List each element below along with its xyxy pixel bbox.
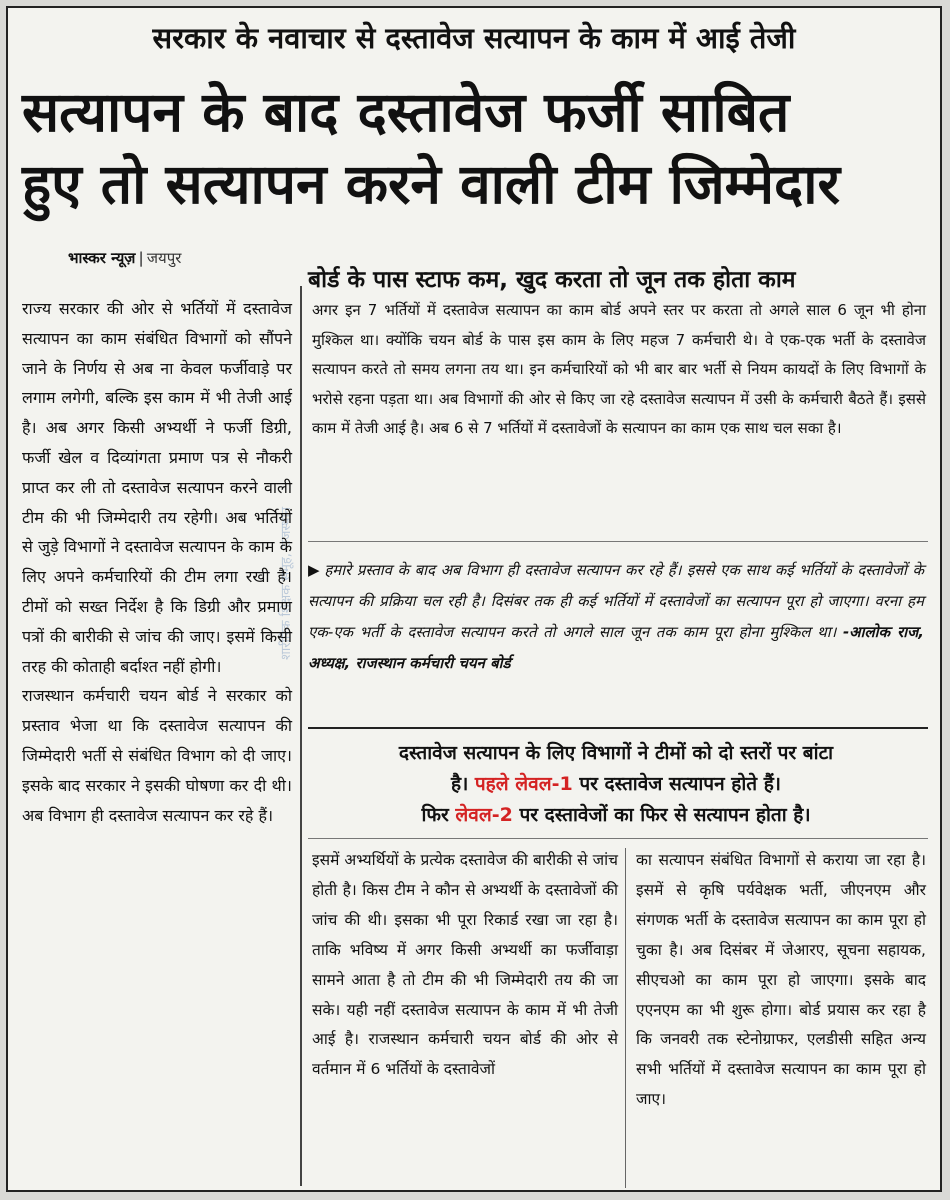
main-headline: [22, 76, 930, 220]
divider-before-box: [308, 727, 928, 729]
bottom-right-text: का सत्यापन संबंधित विभागों से कराया जा रहा है। इसमें से कृषि पर्यवेक्षक भर्ती, जीएनएम और संगणक भर्ती के दस्तावेज सत्यापन का काम पूरा हो चुका है। अब दिसंबर में जेआरए, सूचना सहायक, सीएचओ का काम पूरा हो जाएगा। इसके बाद एएनएम का भी शुरू होगा। बोर्ड प्रयास कर रहा है कि जनवरी तक स्टेनोग्राफर, एलडीसी सहित अन्य सभी भर्तियों में दस्तावेज सत्यापन का काम पूरा हो जाए।: [636, 851, 926, 1109]
bottom-right-column: [636, 846, 926, 1115]
top-right-paragraph: [312, 296, 926, 444]
column-divider-right: [625, 848, 626, 1188]
bottom-middle-text: इसमें अभ्यर्थियों के प्रत्येक दस्तावेज की बारीकी से जांच होती है। किस टीम ने कौन से अभ्यर्थी के दस्तावेजों की जांच की थी। इसका भी पूरा रिकार्ड रखा जा रहा है। ताकि भविष्य में अगर किसी अभ्यर्थी का फर्जीवाड़ा सामने आता है तो टीम की भी जिम्मेदारी तय की जा सके। यही नहीं दस्तावेज सत्यापन के काम में भी तेजी आई है। राजस्थान कर्मचारी चयन बोर्ड की ओर से वर्तमान में 6 भर्तियों के दस्तावेजों: [312, 851, 618, 1079]
subhead: बोर्ड के पास स्टाफ कम, खुद करता तो जून तक होता काम: [308, 267, 796, 293]
box-line-3: [308, 800, 924, 831]
byline-separator: |: [138, 249, 144, 267]
divider-after-box: [308, 838, 928, 839]
box-line-2-b: पर दस्तावेज सत्यापन होते हैं।: [572, 773, 781, 795]
left-paragraph-2: राजस्थान कर्मचारी चयन बोर्ड ने सरकार को प्रस्ताव भेजा था कि दस्तावेज सत्यापन की जिम्मेदारी भर्ती से संबंधित विभाग को दी जाए। इसके बाद सरकार ने इसकी घोषणा कर दी थी। अब विभाग ही दस्तावेज सत्यापन कर रहे हैं।: [22, 686, 292, 825]
kicker-headline: सरकार के नवाचार से दस्तावेज सत्यापन के काम में आई तेजी: [152, 21, 796, 55]
box-line-2-a: है।: [450, 773, 475, 795]
level-2-label: लेवल-2: [455, 804, 513, 826]
official-quote: [308, 555, 924, 679]
box-line-1: दस्तावेज सत्यापन के लिए विभागों ने टीमों को दो स्तरों पर बांटा: [398, 742, 834, 764]
byline-source: भास्कर न्यूज़: [68, 249, 136, 267]
quote-bullet: ▶: [308, 561, 321, 579]
highlight-box: [308, 738, 924, 831]
level-1-label: पहले लेवल-1: [474, 773, 573, 795]
quote-attribution: -आलोक राज, अध्यक्ष, राजस्थान कर्मचारी चयन बोर्ड: [308, 623, 924, 672]
bottom-middle-column: [312, 846, 618, 1085]
watermark: शारीरिक शिक्षक समूह, राजस्थान: [279, 506, 294, 660]
box-line-3-a: फिर: [421, 804, 456, 826]
left-paragraph-1: राज्य सरकार की ओर से भर्तियों में दस्तावेज सत्यापन का काम संबंधित विभागों को सौंपने जाने के निर्णय से अब ना केवल फर्जीवाड़े पर लगाम लगेगी, बल्कि इस काम में भी तेजी आई है। अब अगर किसी अभ्यर्थी ने फर्जी डिग्री, फर्जी खेल व दिव्यांगता प्रमाण पत्र से नौकरी प्राप्त कर ली तो दस्तावेज सत्यापन करने वाली टीम की भी जिम्मेदारी तय रहेगी। अब भर्तियों से जुड़े विभागों ने दस्तावेज सत्यापन के काम के लिए अपने कर्मचारियों की टीम लगा रखी है। टीमों को सख्त निर्देश है कि डिग्री और प्रमाण पत्रों की बारीकी से जांच की जाए। इसमें किसी तरह की कोताही बर्दाश्त नहीं होगी।: [22, 299, 292, 676]
left-column: [22, 294, 292, 830]
headline-line-2: हुए तो सत्यापन करने वाली टीम जिम्मेदार: [22, 152, 840, 216]
box-line-3-b: पर दस्तावेजों का फिर से सत्यापन होता है।: [512, 804, 811, 826]
headline-line-1: सत्यापन के बाद दस्तावेज फर्जी साबित: [22, 80, 790, 144]
divider-after-top-section: [308, 541, 928, 542]
byline-city: जयपुर: [146, 249, 182, 267]
column-divider-left: [300, 286, 302, 1186]
byline: [68, 248, 181, 268]
newspaper-clipping: [6, 6, 942, 1192]
top-right-text: अगर इन 7 भर्तियों में दस्तावेज सत्यापन का काम बोर्ड अपने स्तर पर करता तो अगले साल 6 जून भी होना मुश्किल था। क्योंकि चयन बोर्ड के पास इस काम के लिए महज 7 कर्मचारी थे। वे एक-एक भर्ती के दस्तावेज सत्यापन करते तो समय लगना तय था। इन कर्मचारियों को भी बार बार भर्ती से नियम कायदों के लिए विभागों के भरोसे रहना पड़ता था। अब विभागों की ओर से किए जा रहे दस्तावेज सत्यापन में उसी के कर्मचारी बैठते हैं। इससे काम में तेजी आई है। अब 6 से 7 भर्तियों में दस्तावेजों के सत्यापन का काम एक साथ चल सका है।: [312, 301, 926, 437]
quote-text: हमारे प्रस्ताव के बाद अब विभाग ही दस्तावेज सत्यापन कर रहे हैं। इससे एक साथ कई भर्तियों के दस्तावेजों के सत्यापन की प्रक्रिया चल रही है। दिसंबर तक ही कई भर्तियों में दस्तावेजों का सत्यापन पूरा हो जाएगा। वरना हम एक-एक भर्ती के दस्तावेज सत्यापन करते तो अगले साल जून तक काम पूरा होना मुश्किल था।: [308, 561, 924, 641]
box-line-2: [308, 769, 924, 800]
